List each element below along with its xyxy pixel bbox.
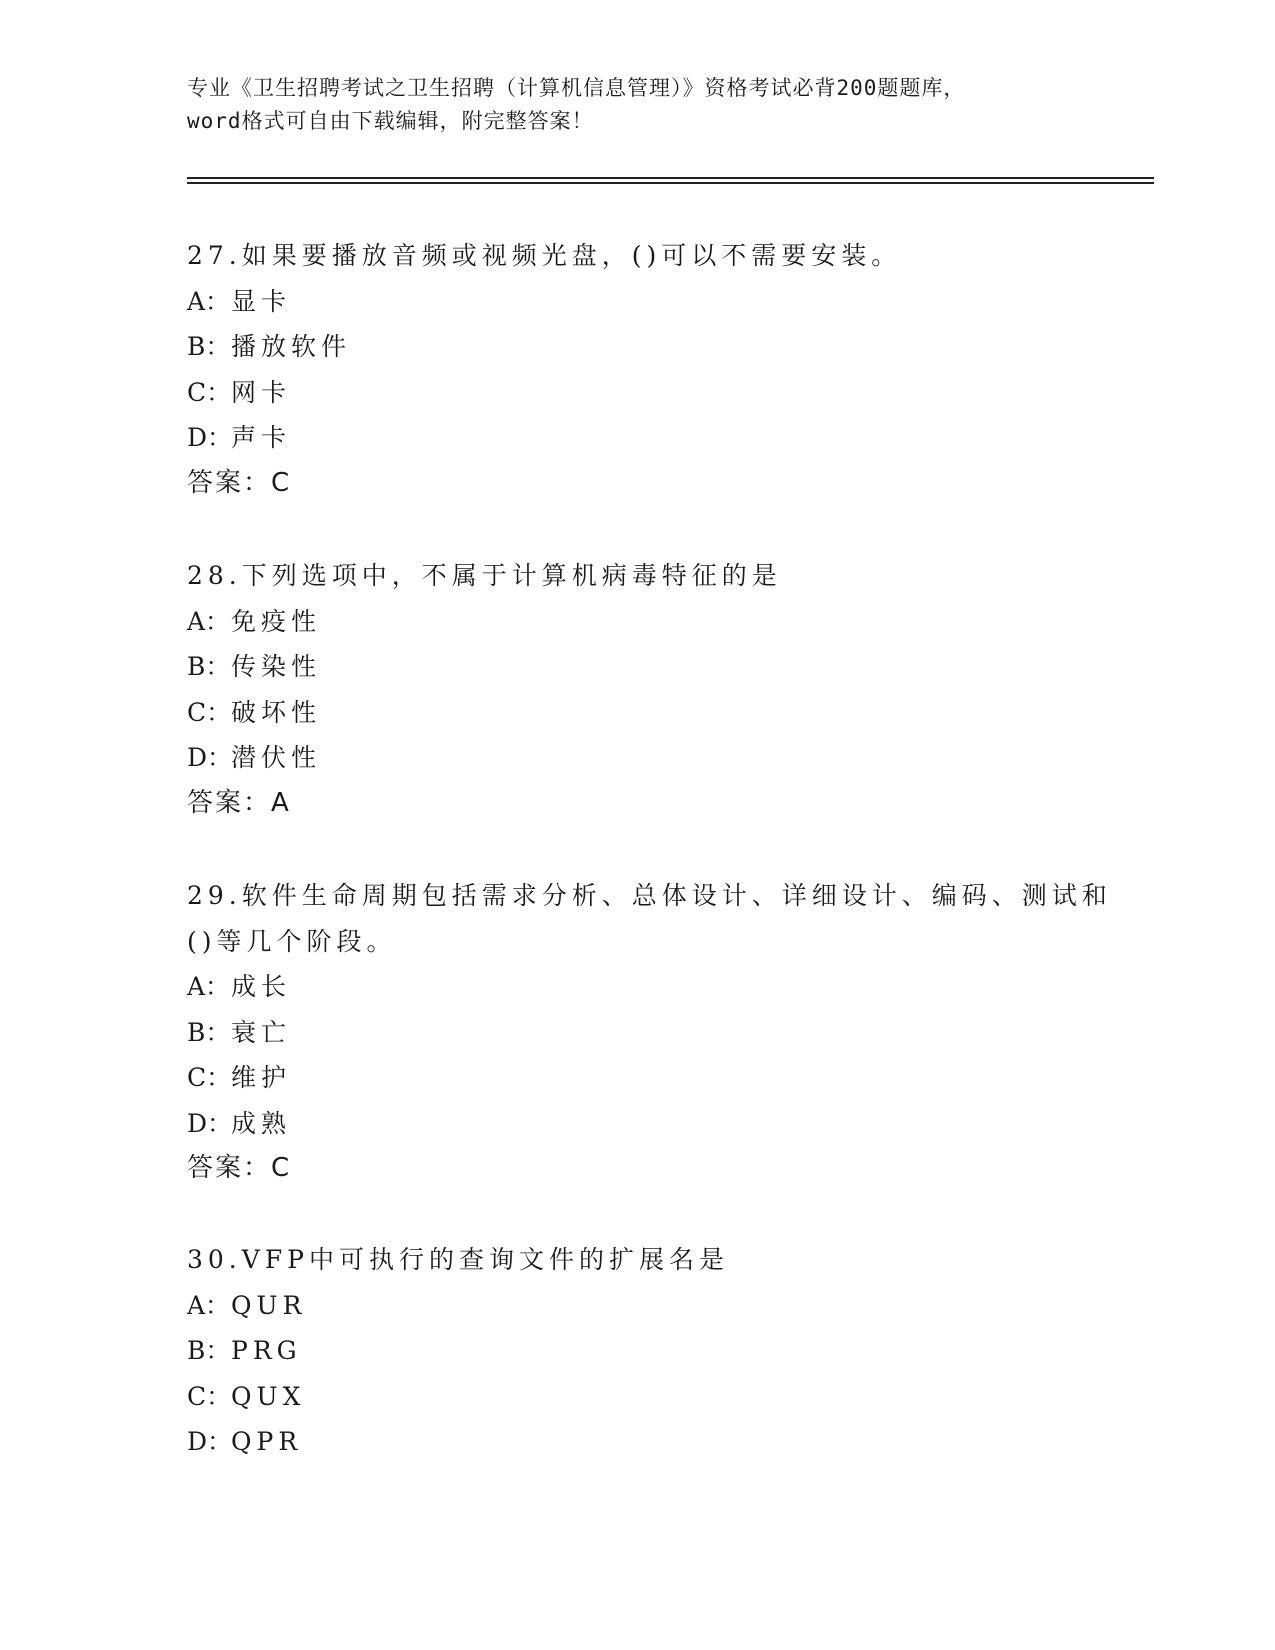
header-line-1: 专业《卫生招聘考试之卫生招聘（计算机信息管理）》资格考试必背200题题库， [187,76,966,100]
option-d [187,1101,1087,1147]
option-label: B： [187,1336,231,1365]
option-c [187,690,1087,736]
option-label: A： [187,286,231,316]
question-stem-line-1: 29.软件生命周期包括需求分析、总体设计、详细设计、编码、测试和 [187,881,1112,910]
option-text: 声卡 [231,423,292,452]
option-text: PRG [231,1336,302,1365]
option-d [187,1419,1087,1465]
option-c [187,1055,1087,1101]
question-29 [187,873,1112,1192]
option-label: D： [187,1427,233,1456]
question-30 [187,1237,1087,1465]
question-stem-line-2: ()等几个阶段。 [187,926,397,956]
option-text: 潜伏性 [231,743,322,772]
option-label: B： [187,332,231,361]
option-text: 维护 [231,1063,292,1092]
option-text: 成长 [231,972,292,1001]
answer-line: 答案：A [187,787,291,818]
question-stem: 30.VFP中可执行的查询文件的扩展名是 [187,1245,729,1274]
header-line-2: word格式可自由下载编辑，附完整答案！ [187,109,594,133]
option-text: 播放软件 [231,332,352,361]
option-text: 免疫性 [231,606,322,636]
option-text: 网卡 [231,377,292,407]
option-a [187,964,1087,1010]
option-text: 衰亡 [231,1017,292,1047]
option-text: QUR [231,1290,307,1320]
option-label: C： [187,697,232,727]
option-text: 成熟 [231,1108,292,1138]
option-text: QUX [231,1381,306,1411]
option-label: C： [187,1381,232,1411]
document-header [187,72,1107,138]
option-label: C： [187,1063,232,1092]
option-d [187,735,1087,781]
option-d [187,415,1087,461]
question-stem: 27.如果要播放音频或视频光盘，()可以不需要安装。 [187,241,902,270]
option-b [187,1328,1087,1374]
option-text: 显卡 [231,286,292,316]
option-label: D： [187,423,233,452]
answer-line: 答案：C [187,467,292,498]
option-a [187,1283,1087,1329]
option-label: A： [187,972,231,1001]
option-label: B： [187,1017,231,1047]
option-text: QPR [231,1427,303,1456]
option-b [187,324,1087,370]
question-28 [187,553,1087,826]
option-b [187,1010,1087,1056]
header-divider-bottom [187,182,1154,184]
question-stem: 28.下列选项中，不属于计算机病毒特征的是 [187,561,782,590]
option-c [187,1374,1087,1420]
header-divider-top [187,177,1154,179]
option-label: D： [187,1108,233,1138]
option-text: 破坏性 [231,697,322,727]
option-a [187,599,1087,645]
option-label: A： [187,1290,231,1320]
option-label: A： [187,606,231,636]
option-label: B： [187,652,231,681]
question-27 [187,233,1087,506]
option-text: 传染性 [231,652,322,681]
answer-line: 答案：C [187,1153,292,1183]
option-label: C： [187,377,232,407]
option-c [187,370,1087,416]
option-label: D： [187,743,233,772]
option-a [187,279,1087,325]
option-b [187,644,1087,690]
